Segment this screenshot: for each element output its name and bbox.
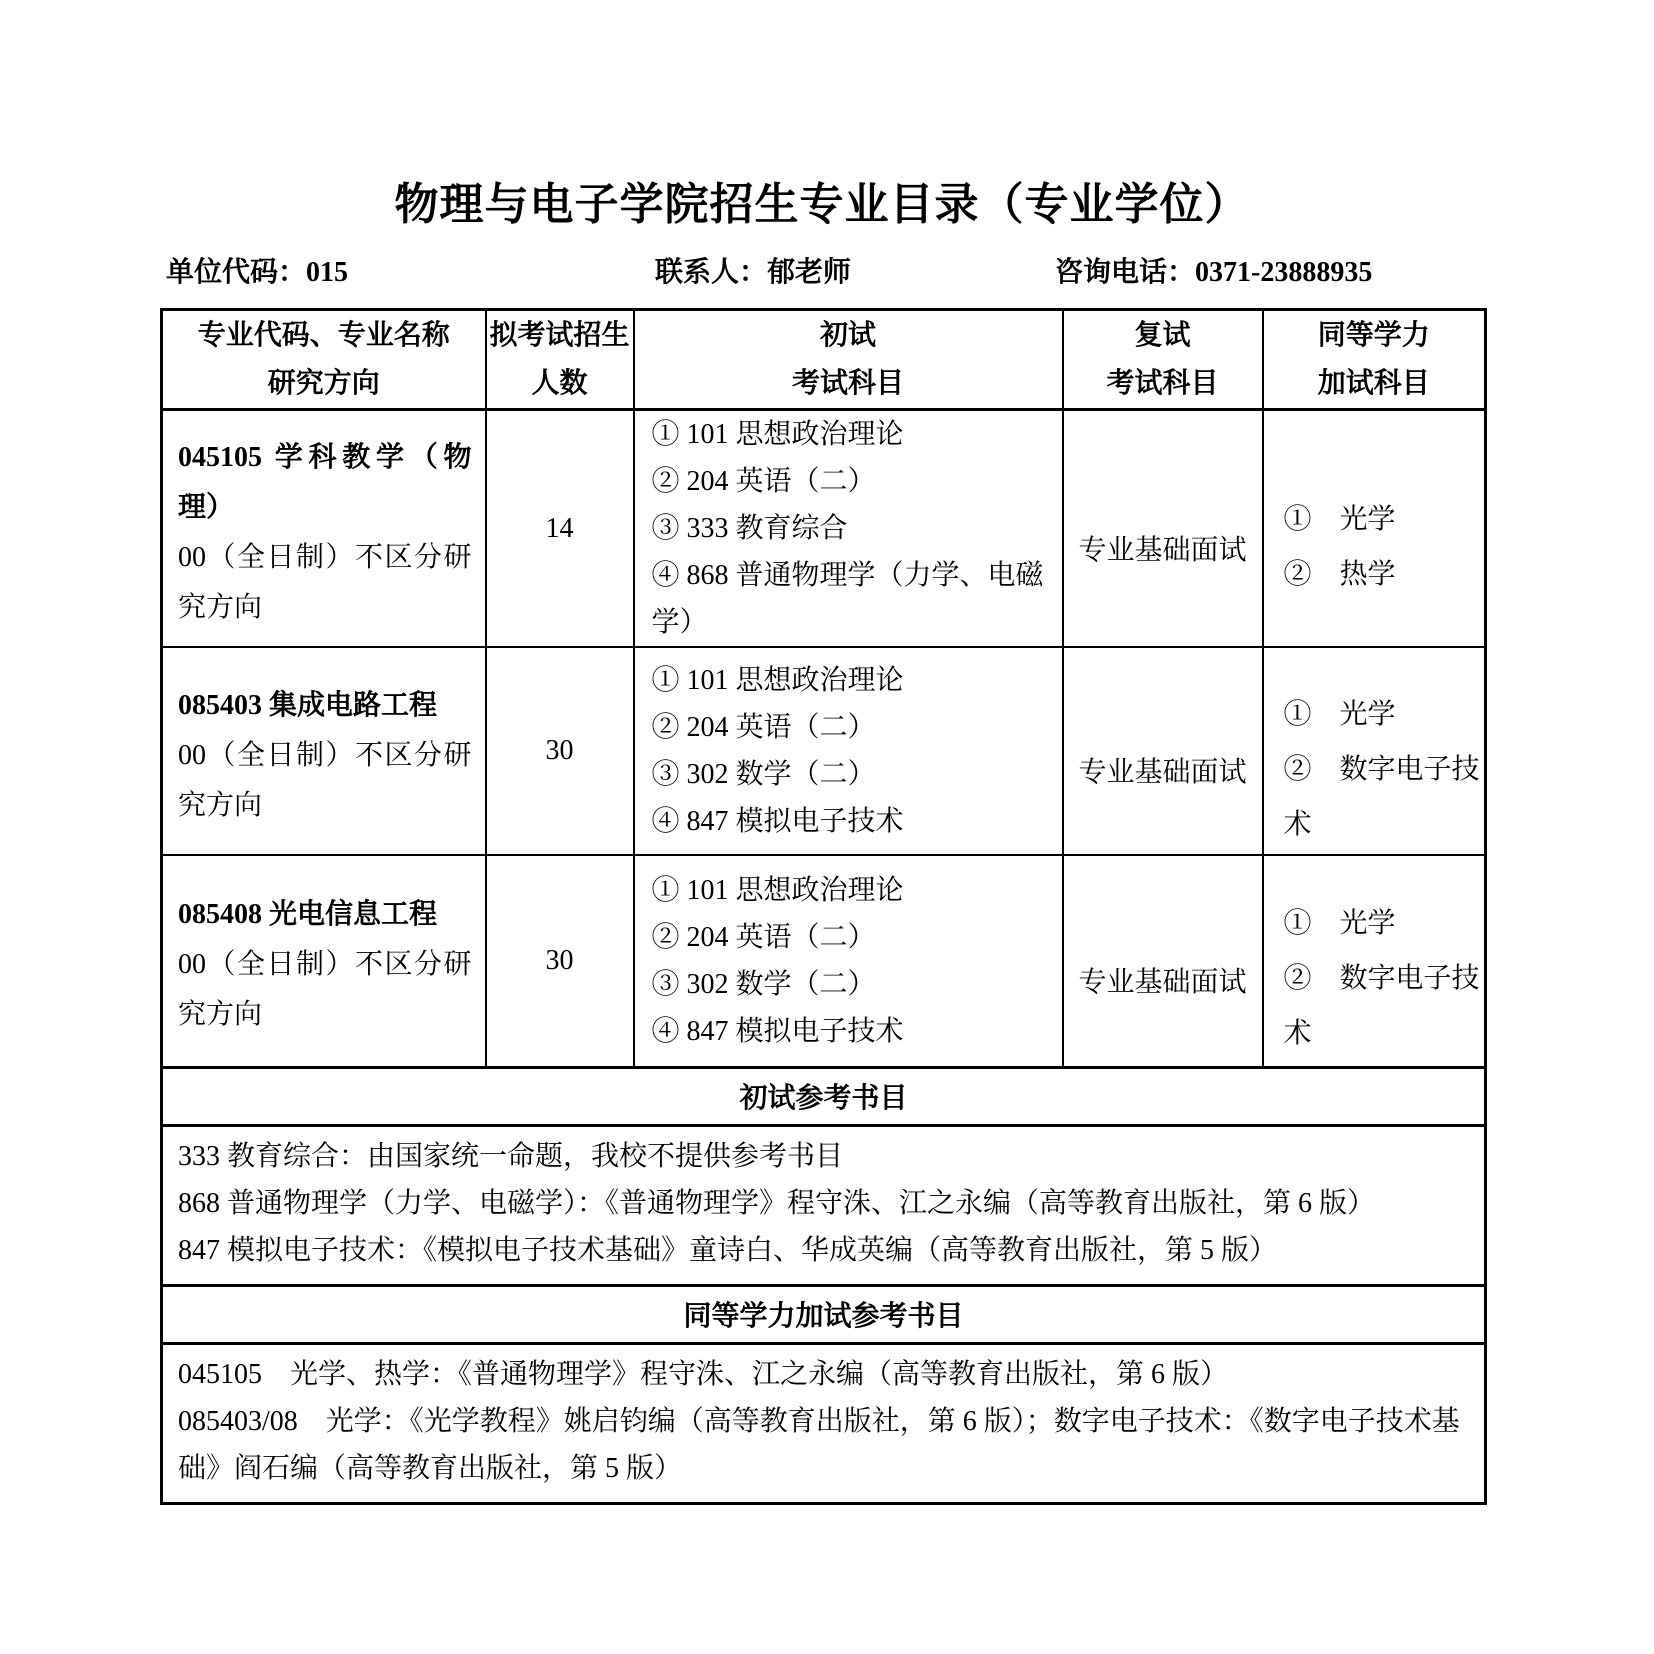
info-row [160, 250, 1484, 288]
section-title-row [162, 1067, 1486, 1125]
additional-subject-item: ② 数字电子技术 [1283, 963, 1480, 1050]
quota-cell: 14 [486, 410, 634, 648]
initial-ref-title: 初试参考书目 [162, 1067, 1486, 1125]
quota-cell: 30 [486, 855, 634, 1067]
retest-cell [1063, 855, 1263, 1067]
initial-subjects-cell [634, 410, 1063, 648]
ref-line: 847 模拟电子技术：《模拟电子技术基础》童诗白、华成英编（高等教育出版社，第 5 版） [178, 1234, 1278, 1266]
initial-refs-cell [162, 1125, 1486, 1285]
col-header-retest [1063, 310, 1263, 410]
phone-label: 咨询电话： [1055, 257, 1196, 288]
ref-line: 045105 光学、热学：《普通物理学》程守洙、江之永编（高等教育出版社，第 6 版） [178, 1358, 1229, 1390]
unit-code-value: 015 [306, 257, 349, 288]
additional-subjects-cell [1263, 647, 1486, 855]
ref-line: 868 普通物理学（力学、电磁学）：《普通物理学》程守洙、江之永编（高等教育出版社，第 6 版） [178, 1187, 1376, 1219]
retest-cell [1063, 647, 1263, 855]
subject-item: ② 204 英语（二） [651, 466, 876, 497]
subject-item: ① 101 思想政治理论 [651, 874, 904, 906]
unit-code-label: 单位代码： [166, 257, 307, 288]
phone-value: 0371-23888935 [1195, 257, 1373, 288]
program-direction: 00（全日制）不区分研究方向 [178, 542, 472, 623]
quota-cell: 30 [486, 647, 634, 855]
subject-item: ③ 333 教育综合 [651, 513, 848, 544]
consult-phone [1055, 250, 1372, 290]
unit-code [166, 250, 348, 290]
additional-subject-item: ① 光学 [1283, 908, 1396, 940]
subject-item: ① 101 思想政治理论 [651, 419, 904, 450]
additional-ref-title: 同等学力加试参考书目 [162, 1285, 1486, 1343]
subject-item: ① 101 思想政治理论 [651, 665, 904, 696]
program-code-name: 085408 光电信息工程 [178, 899, 438, 931]
retest-subject: 专业基础面试 [1078, 534, 1247, 566]
table-row [162, 647, 1486, 855]
col-header-initial-exam [634, 310, 1063, 410]
program-cell [162, 855, 486, 1067]
contact-label: 联系人： [655, 257, 768, 288]
additional-subject-item: ② 数字电子技术 [1283, 753, 1480, 840]
refs-row [162, 1343, 1486, 1503]
col-header-line: 加试科目 [1317, 367, 1430, 399]
program-direction: 00（全日制）不区分研究方向 [178, 949, 472, 1031]
col-header-program [162, 310, 486, 410]
program-direction: 00（全日制）不区分研究方向 [178, 739, 472, 821]
document-page [160, 0, 1484, 1505]
table-row [162, 410, 1486, 648]
subject-item: ② 204 英语（二） [651, 921, 876, 953]
program-code-name: 045105 学科教学（物理） [178, 442, 472, 523]
retest-subject: 专业基础面试 [1078, 966, 1247, 998]
ref-line: 333 教育综合：由国家统一命题，我校不提供参考书目 [178, 1140, 844, 1172]
col-header-line: 研究方向 [267, 367, 380, 399]
subject-item: ④ 847 模拟电子技术 [651, 806, 904, 837]
col-header-line: 初试 [819, 319, 876, 351]
admissions-table [160, 308, 1487, 1505]
subject-item: ④ 847 模拟电子技术 [651, 1015, 904, 1047]
additional-subject-item: ① 光学 [1283, 698, 1396, 730]
col-header-line: 考试科目 [791, 367, 904, 399]
subject-item: ③ 302 数学（二） [651, 759, 876, 790]
col-header-line: 考试科目 [1106, 367, 1219, 399]
additional-subjects-cell [1263, 410, 1486, 648]
program-code-name: 085403 集成电路工程 [178, 689, 438, 721]
page-title: 物理与电子学院招生专业目录（专业学位） [394, 180, 1250, 229]
additional-subjects-cell [1263, 855, 1486, 1067]
table-header-row [162, 310, 1486, 410]
col-header-quota [486, 310, 634, 410]
contact-person [655, 250, 851, 290]
program-cell [162, 647, 486, 855]
additional-subject-item: ① 光学 [1283, 503, 1396, 535]
col-header-line: 复试 [1134, 319, 1191, 351]
retest-subject: 专业基础面试 [1078, 757, 1247, 788]
initial-subjects-cell [634, 855, 1063, 1067]
retest-cell [1063, 410, 1263, 648]
col-header-additional [1263, 310, 1486, 410]
initial-subjects-cell [634, 647, 1063, 855]
additional-subject-item: ② 热学 [1283, 558, 1396, 590]
subject-item: ③ 302 数学（二） [651, 968, 876, 1000]
col-header-line: 专业代码、专业名称 [197, 319, 450, 351]
program-cell [162, 410, 486, 648]
col-header-line: 人数 [531, 367, 588, 399]
subject-item: ② 204 英语（二） [651, 712, 876, 743]
contact-value: 郁老师 [767, 257, 852, 288]
table-row [162, 855, 1486, 1067]
col-header-line: 同等学力 [1317, 319, 1430, 351]
ref-line: 085403/08 光学：《光学教程》姚启钧编（高等教育出版社，第 6 版）；数字电子技术：《数字电子技术基础》阎石编（高等教育出版社，第 5 版） [178, 1405, 1460, 1484]
section-title-row [162, 1285, 1486, 1343]
refs-row [162, 1125, 1486, 1285]
subject-item: ④ 868 普通物理学（力学、电磁学） [651, 560, 1044, 638]
col-header-line: 拟考试招生 [489, 319, 630, 351]
additional-refs-cell [162, 1343, 1486, 1503]
